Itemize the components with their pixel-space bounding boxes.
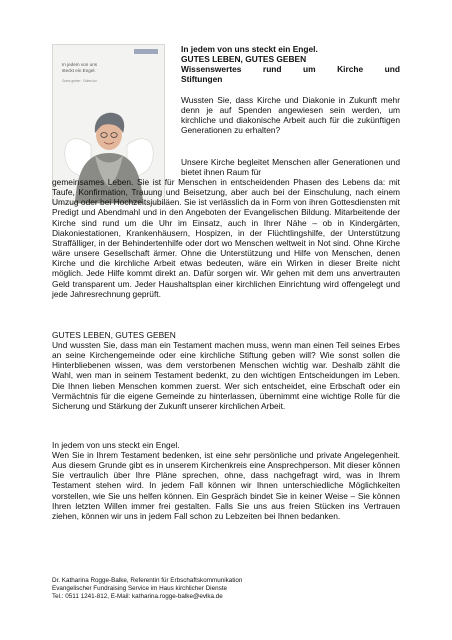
church-paragraph: gemeinsames Leben. Sie ist für Menschen in entscheidenden Phasen des Lebens da: mit Taufe, Konfirmation, Trauung und Beisetzung, aber auch bei der Einschulung, nach einem Umzug oder bei Hochzeitsjubiläen. Sie ist verlässlich da in Form von ihren Gottesdiensten mit Predigt und Abendmahl und in den Angeboten der Evangelischen Bildung. Mitarbeitende der Kirche sind rund um die Uhr im Einsatz, auch in Ihrer Nähe – ob in Kindergärten, Diakoniestationen, Krankenhäusern, Hospizen, in der Flüchtlingshilfe, der Unterstützung Straffälliger, in der Behindertenhilfe oder dort wo Menschen weltweit in Not sind. Ohne Kirche wäre unsere Gesellschaft ärmer. Ohne die Unterstützung und Hilfe von Menschen, denen Kirche und die kirchliche Arbeit etwas bedeuten, wäre ein Wirken in dieser Breite nicht möglich. Jede Hilfe kommt direkt an. Dafür sorgen wir. Wir gehen mit dem uns anvertrauten Geld transparent um. Jeder Haushaltsplan einer kirchlichen Einrichtung wird offengelegt und jede Jahresrechnung geprüft.	[52, 177, 400, 299]
footer-author: Dr. Katharina Rogge-Balke, Referentin für Erbschaftskommunikation	[52, 577, 243, 584]
testament-paragraph: Und wussten Sie, dass man ein Testament machen muss, wenn man einen Teil seines Erbes an seine Kirchengemeinde oder eine kirchliche Stiftung geben will? Wie sonst sollen die Hinterbliebenen wissen, was dem verstorbenen Menschen wichtig war. Deshalb zählt die Wahl, wen man in seinem Testament bedenkt, zu den wichtigen Entscheidungen im Leben. Die Ihnen lieben Menschen kommen zuerst. Wer sich entscheidet, eine Erbschaft oder ein Vermächtnis für die eigene Gemeinde zu hinterlassen, übernimmt eine wichtige Rolle für die Sicherung und Stärkung der Zukunft unserer kirchlichen Arbeit.	[52, 340, 400, 411]
contact-footer	[52, 577, 412, 602]
publisher-logo	[134, 49, 158, 54]
header-title: In jedem von uns steckt ein Engel.	[181, 44, 318, 54]
cover-title-line1: In jedem von uns	[62, 62, 97, 67]
footer-organization: Evangelischer Fundraising Service im Haus kirchlicher Dienste	[52, 585, 227, 593]
contact-paragraph: Wen Sie in Ihrem Testament bedenken, ist eine sehr persönliche und private Angelegenheit. Aus diesem Grunde gibt es in unserem Kirchenkreis eine Ansprechperson. Mit dieser können Sie vertraulich über Ihre Pläne sprechen, ohne, dass nachgefragt wird, was in Ihrem Testament stehen wird. In jedem Fall können wir Ihnen unterschiedliche Möglichkeiten vorstellen, wie Sie uns helfen können. Ein Gespräch bindet Sie in keiner Weise – Sie können Ihren letzten Willen immer frei gestalten. Falls Sie uns aus freien Stücken ins Vertrauen ziehen, können wir uns in jedem Fall schon zu Lebzeiten bei Ihnen bedanken.	[52, 450, 400, 521]
cover-title-line2: steckt ein Engel.	[62, 68, 96, 74]
cover-subtitle: Gutes geben · Gutes tun	[62, 79, 97, 83]
section-heading-gutes-leben: GUTES LEBEN, GUTES GEBEN	[52, 330, 176, 340]
header-topic: Wissenswertes rund um Kirche und Stiftungen	[181, 64, 400, 85]
section-heading-engel: In jedem von uns steckt ein Engel.	[52, 440, 180, 450]
cover-title	[62, 62, 97, 75]
intro-paragraph: Wussten Sie, dass Kirche und Diakonie in Zukunft mehr denn je auf Spenden angewiesen sein werden, um kirchliche und diakonische Arbeit auch für die zukünftigen Generationen zu erhalten?	[181, 95, 400, 136]
footer-contact: Tel.: 0511 1241-812, E-Mail: katharina.rogge-balke@evlka.de	[52, 593, 223, 601]
header-subtitle: GUTES LEBEN, GUTES GEBEN	[181, 54, 307, 65]
church-paragraph-start: Unsere Kirche begleitet Menschen aller Generationen und bietet ihnen Raum für	[181, 157, 400, 178]
header-block	[181, 44, 400, 85]
